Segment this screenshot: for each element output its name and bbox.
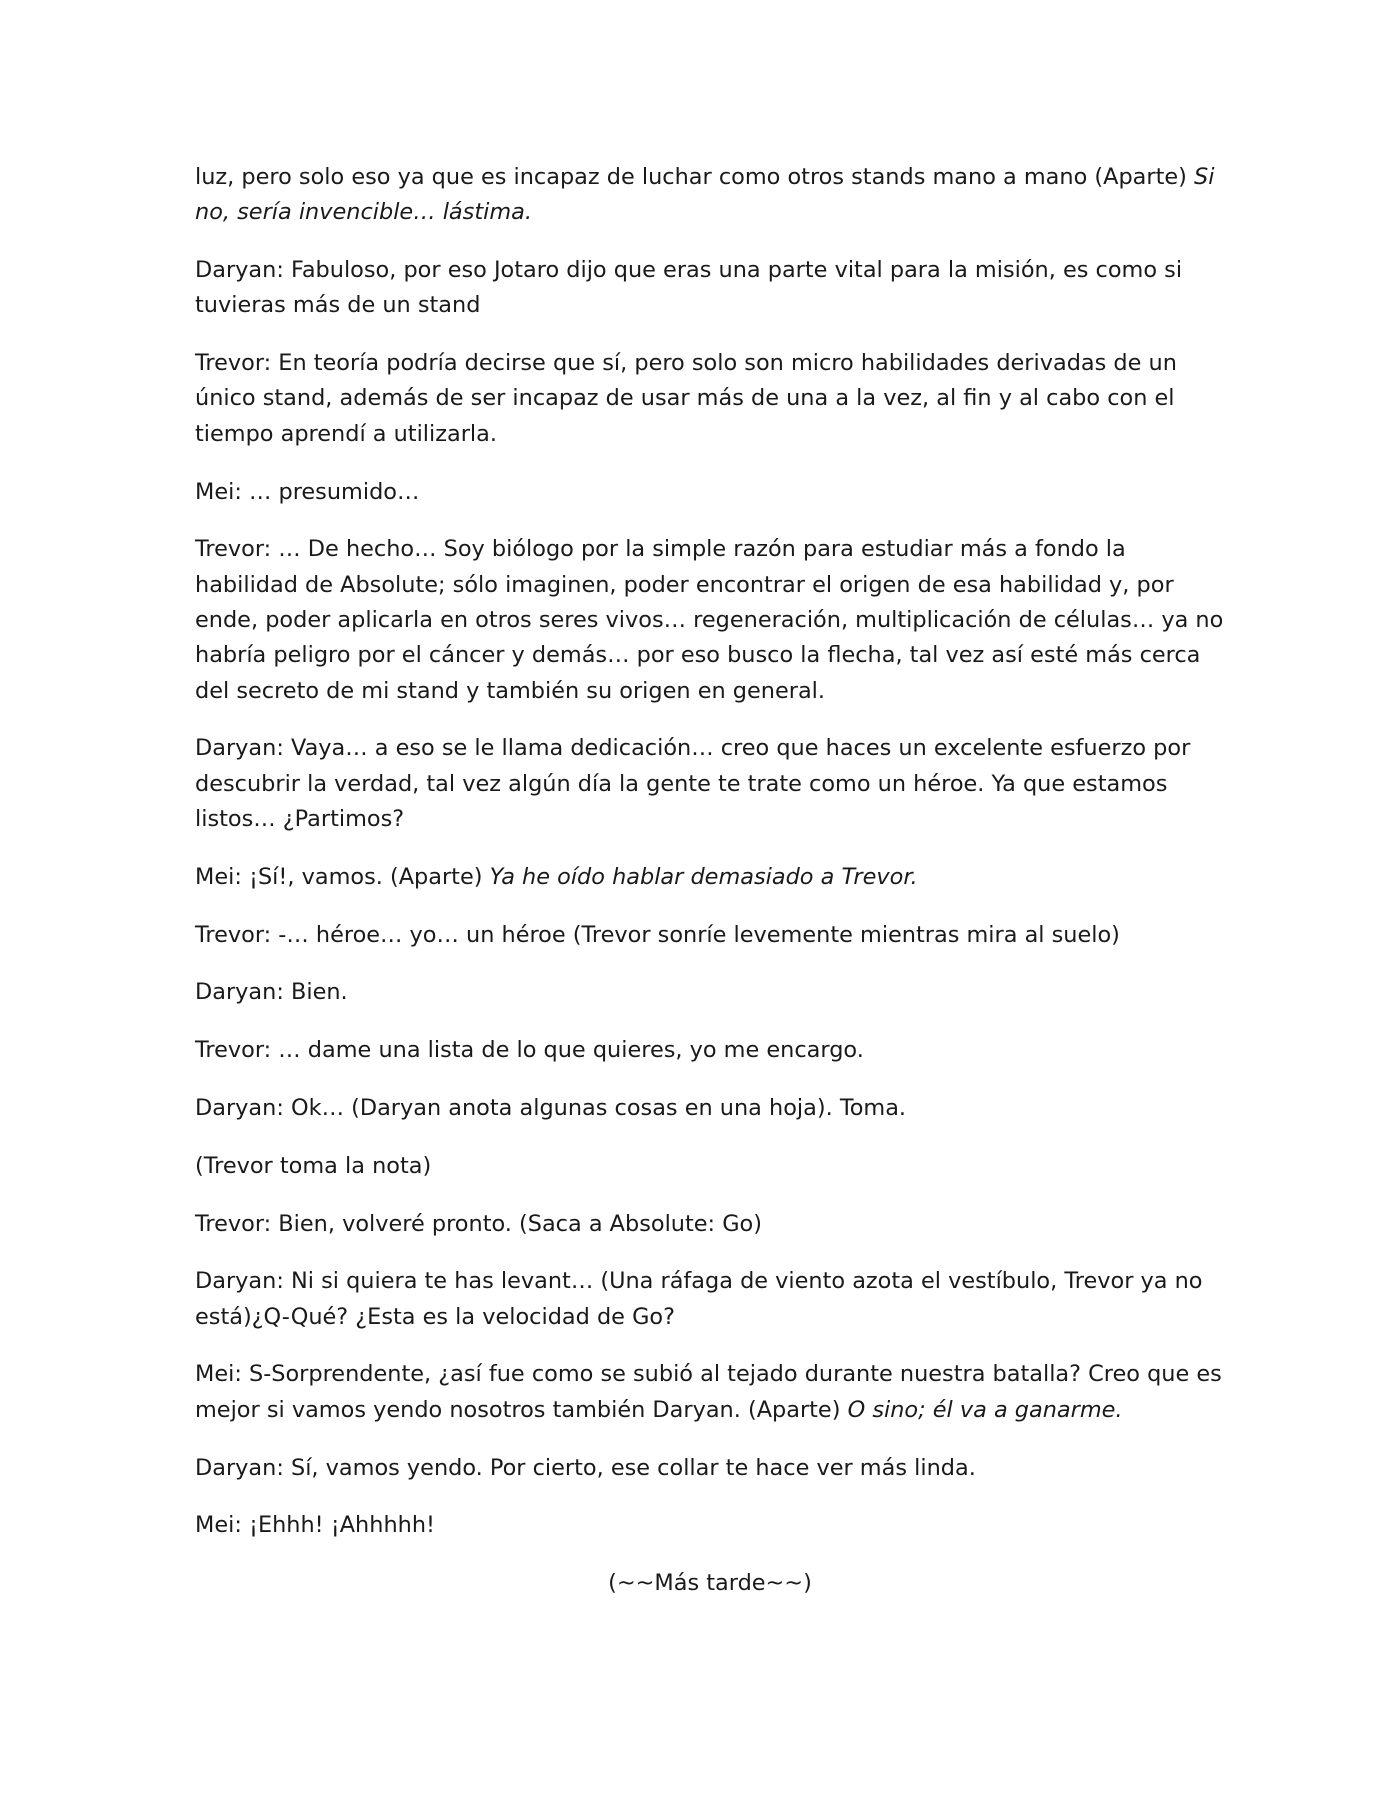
paragraph-text: Trevor: … De hecho… Soy biólogo por la simple razón para estudiar más a fondo la habilidad de Absolute; sólo imaginen, poder encontrar el origen de esa habilidad y, por ende, poder aplicarla en otros seres vivos… regeneración, multiplicación de células… ya no habría peligro por el cáncer y demás… por eso busco la flecha, tal vez así esté más cerca del secreto de mi stand y también su origen en general.	[195, 536, 1224, 704]
paragraph-text: Daryan: Vaya… a eso se le llama dedicación… creo que haces un excelente esfuerzo por descubrir la verdad, tal vez algún día la gente te trate como un héroe. Ya que estamos listos… ¿Partimos?	[195, 735, 1191, 832]
paragraph-text: Daryan: Ok… (Daryan anota algunas cosas en una hoja). Toma.	[195, 1094, 907, 1121]
paragraph	[195, 1508, 1225, 1543]
paragraph	[195, 1149, 1225, 1184]
paragraph-text: Daryan: Ni si quiera te has levant… (Una ráfaga de viento azota el vestíbulo, Trevor ya no está)¿Q-Qué? ¿Esta es la velocidad de Go?	[195, 1268, 1203, 1330]
paragraph-text: luz, pero solo eso ya que es incapaz de luchar como otros stands mano a mano (Aparte)	[195, 164, 1195, 190]
document-body	[195, 160, 1225, 1624]
paragraph	[195, 160, 1225, 231]
paragraph-text: Trevor: … dame una lista de lo que quieres, yo me encargo.	[195, 1037, 864, 1064]
paragraph	[195, 1207, 1225, 1242]
paragraph	[195, 975, 1225, 1010]
paragraph-text: Mei: ¡Sí!, vamos. (Aparte)	[195, 863, 490, 890]
aside-italic-text: Si no, sería invencible… lástima.	[195, 164, 1215, 226]
paragraph-text: Mei: … presumido…	[195, 478, 420, 505]
paragraph	[195, 1091, 1225, 1126]
aside-italic-text: Ya he oído hablar demasiado a Trevor.	[489, 863, 918, 890]
scene-break: (~~Más tarde~~)	[608, 1570, 812, 1597]
paragraph	[195, 1264, 1225, 1335]
paragraph-text: Daryan: Bien.	[195, 979, 348, 1006]
paragraph-text: Daryan: Sí, vamos yendo. Por cierto, ese collar te hace ver más linda.	[195, 1454, 976, 1481]
paragraph	[195, 253, 1225, 324]
paragraph-text: Mei: S-Sorprendente, ¿así fue como se subió al tejado durante nuestra batalla? Creo que es mejor si vamos yendo nosotros también Daryan. (Aparte)	[195, 1361, 1222, 1423]
paragraph-text: Daryan: Fabuloso, por eso Jotaro dijo que eras una parte vital para la misión, es como si tuvieras más de un stand	[195, 257, 1183, 319]
paragraph-text: Trevor: -… héroe… yo… un héroe (Trevor sonríe levemente mientras mira al suelo)	[195, 921, 1120, 948]
paragraph	[195, 860, 1225, 895]
paragraph-text: (Trevor toma la nota)	[195, 1152, 432, 1179]
paragraph	[195, 346, 1225, 452]
paragraph	[195, 475, 1225, 510]
paragraph-text: Mei: ¡Ehhh! ¡Ahhhhh!	[195, 1512, 435, 1539]
paragraph	[195, 1451, 1225, 1486]
paragraph	[195, 731, 1225, 837]
paragraph	[195, 1033, 1225, 1068]
paragraph	[195, 1357, 1225, 1428]
paragraph	[195, 918, 1225, 953]
paragraph-text: Trevor: En teoría podría decirse que sí, pero solo son micro habilidades derivadas de un único stand, además de ser incapaz de usar más de una a la vez, al fin y al cabo con el tiempo aprendí a utilizarla.	[195, 350, 1177, 447]
aside-italic-text: O sino; él va a ganarme.	[847, 1396, 1123, 1423]
paragraph	[195, 532, 1225, 708]
paragraph-text: Trevor: Bien, volveré pronto. (Saca a Absolute: Go)	[195, 1210, 762, 1237]
